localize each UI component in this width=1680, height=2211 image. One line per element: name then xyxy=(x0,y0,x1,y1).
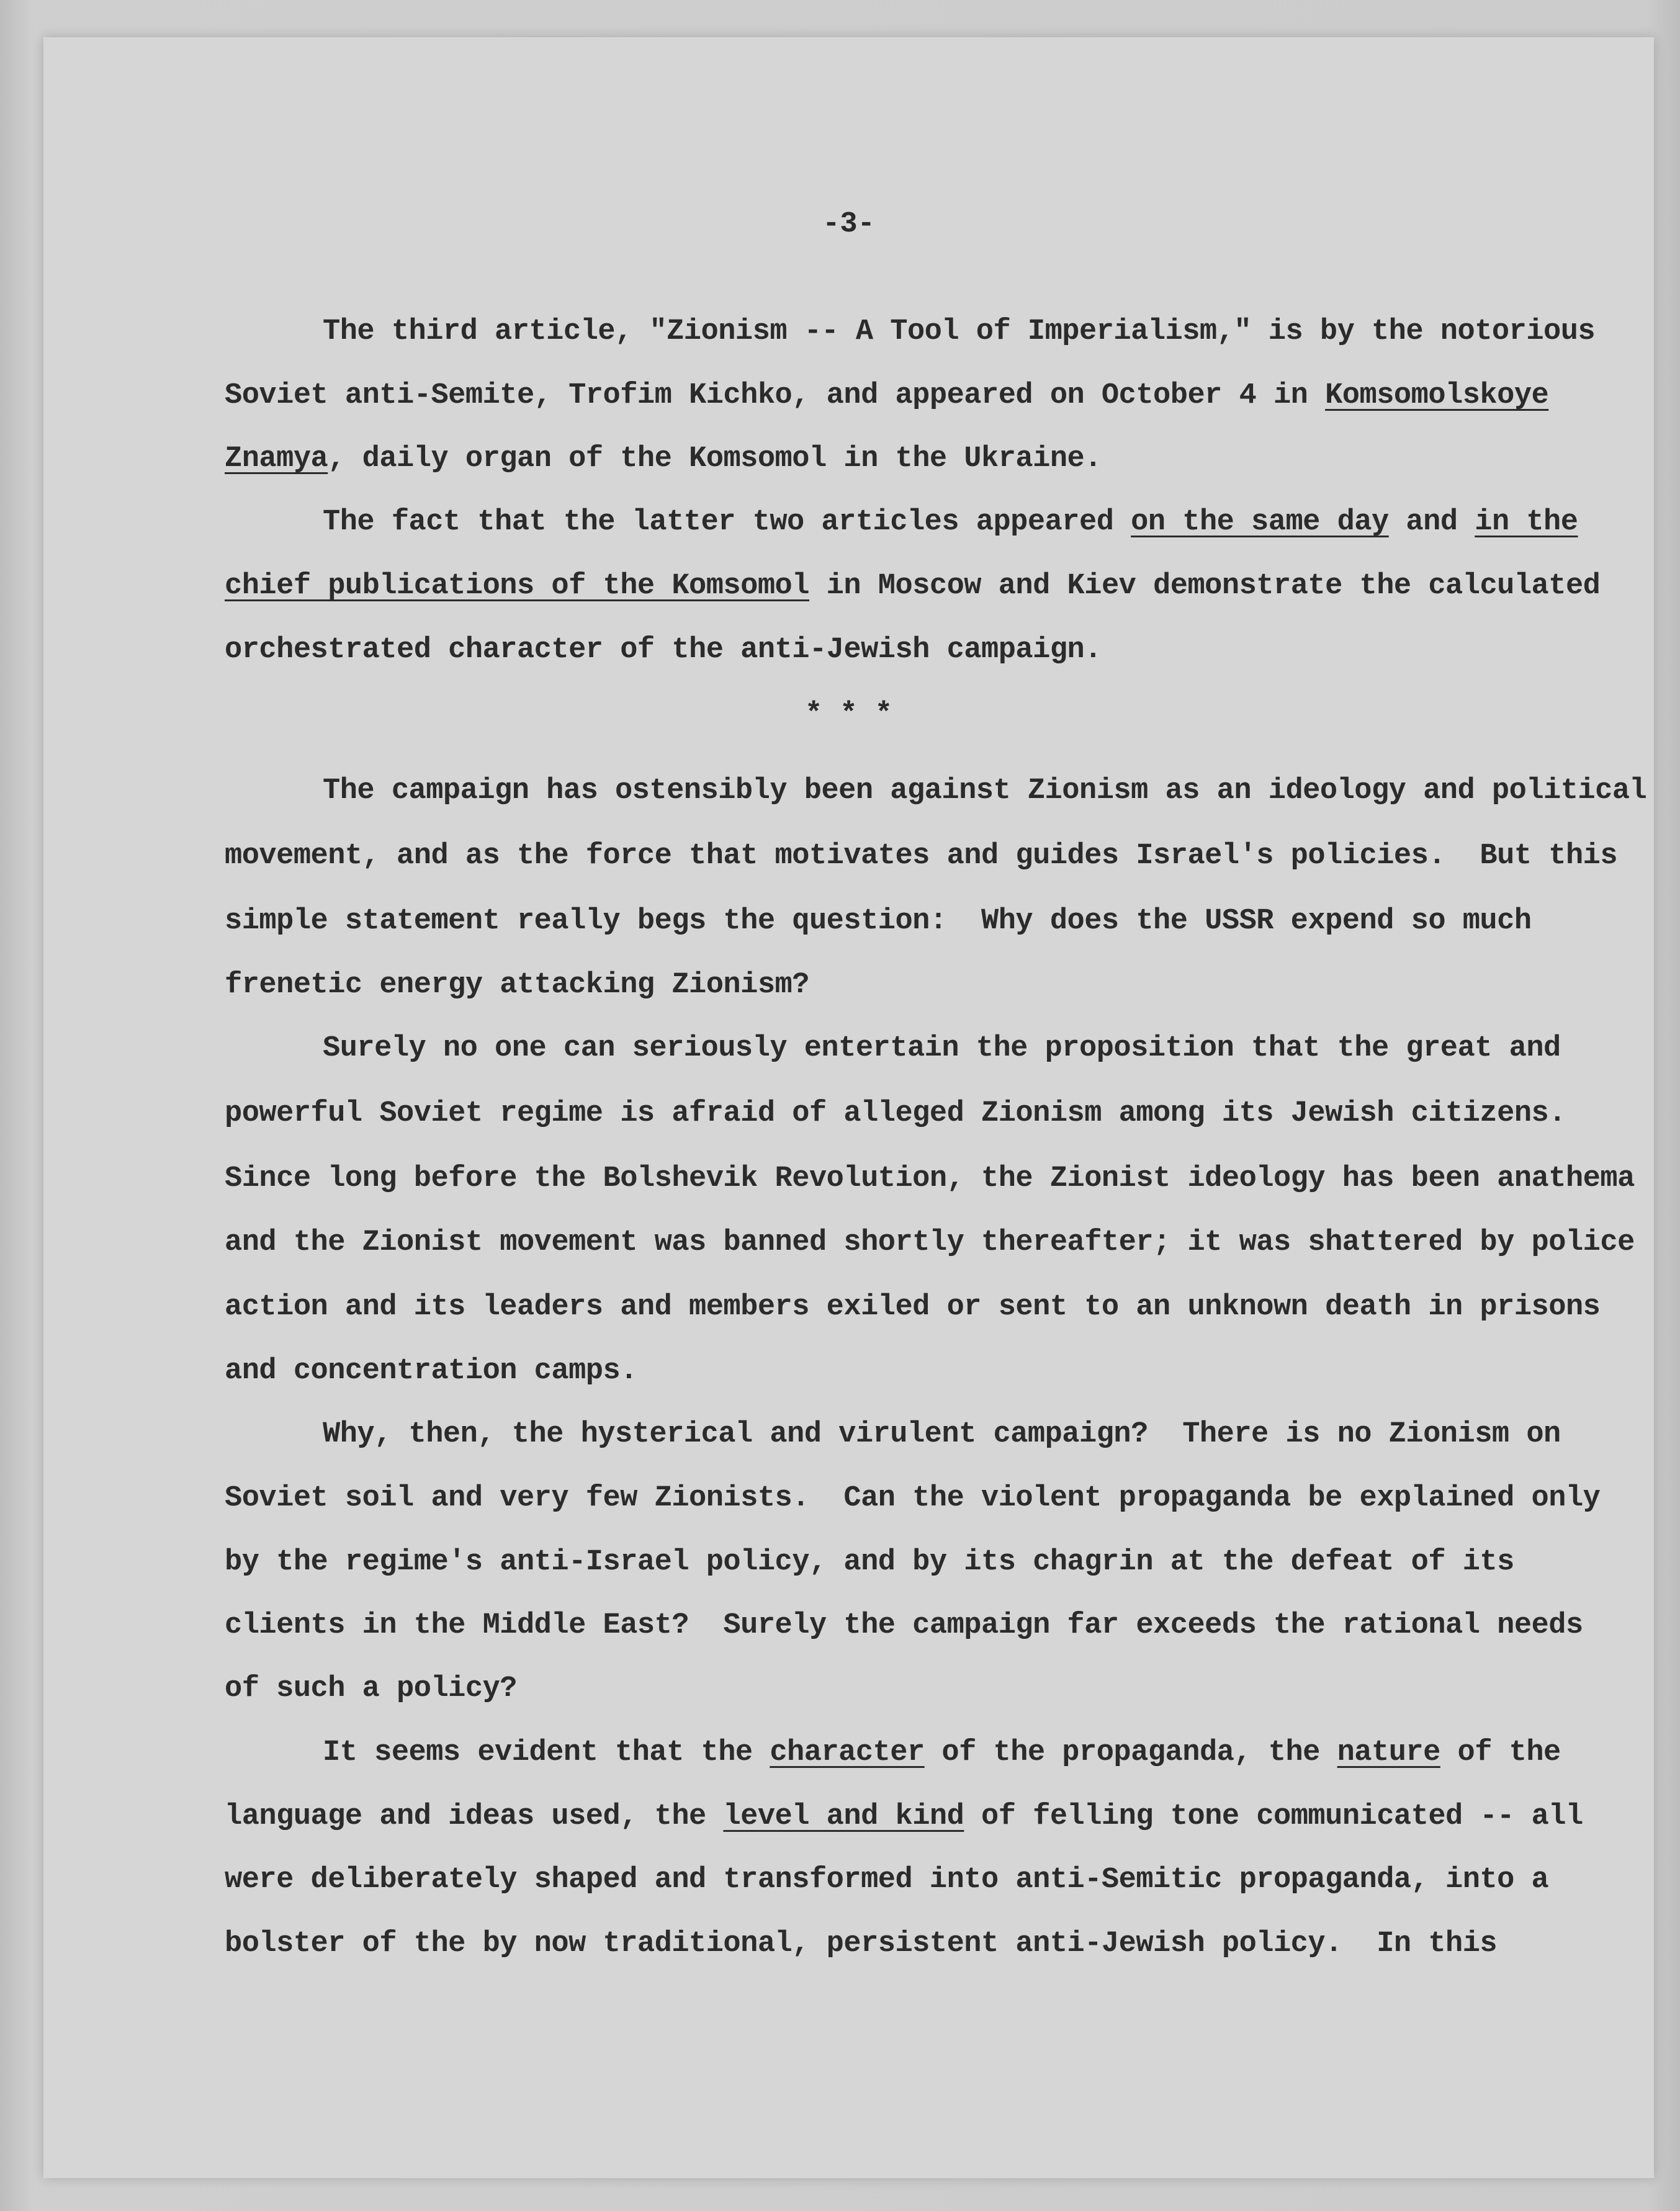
text-line: Soviet soil and very few Zionists. Can the violent propaganda be explained only xyxy=(225,1482,1601,1515)
text-line: It seems evident that the character of the propaganda, the nature of the xyxy=(323,1736,1561,1769)
text-line: were deliberately shaped and transformed into anti-Semitic propaganda, into a xyxy=(225,1863,1549,1896)
text-line: The campaign has ostensibly been against Zionism as an ideology and political xyxy=(323,774,1647,807)
underlined-text: Komsomolskoye xyxy=(1325,379,1549,412)
text-line: bolster of the by now traditional, persistent anti-Jewish policy. In this xyxy=(225,1927,1498,1960)
underlined-text: Znamya xyxy=(225,442,328,475)
underlined-text: in the xyxy=(1475,506,1578,539)
text-line: orchestrated character of the anti-Jewish campaign. xyxy=(225,634,1102,666)
document-page xyxy=(43,37,1654,2178)
text-line: Soviet anti-Semite, Trofim Kichko, and appeared on October 4 in Komsomolskoye xyxy=(225,379,1549,412)
text-line: The third article, "Zionism -- A Tool of Imperialism," is by the notorious xyxy=(323,315,1596,348)
underlined-text: nature xyxy=(1337,1736,1440,1769)
text-line: powerful Soviet regime is afraid of alleged Zionism among its Jewish citizens. xyxy=(225,1097,1566,1130)
page-number: -3- xyxy=(822,208,875,241)
text-line: movement, and as the force that motivates and guides Israel's policies. But this xyxy=(225,840,1618,872)
text-line: language and ideas used, the level and kind of felling tone communicated -- all xyxy=(225,1800,1583,1833)
text-line: clients in the Middle East? Surely the campaign far exceeds the rational needs xyxy=(225,1609,1583,1642)
text-line: and concentration camps. xyxy=(225,1355,637,1388)
text-line: The fact that the latter two articles appeared on the same day and in the xyxy=(323,506,1578,539)
text-line: by the regime's anti-Israel policy, and by its chagrin at the defeat of its xyxy=(225,1546,1514,1579)
underlined-text: level and kind xyxy=(723,1800,964,1833)
text-line: Why, then, the hysterical and virulent campaign? There is no Zionism on xyxy=(323,1418,1561,1451)
text-line: Surely no one can seriously entertain the proposition that the great and xyxy=(323,1032,1561,1065)
section-separator: * * * xyxy=(804,698,893,731)
text-line: and the Zionist movement was banned shortly thereafter; it was shattered by police xyxy=(225,1226,1635,1259)
text-line: simple statement really begs the question: Why does the USSR expend so much xyxy=(225,905,1532,938)
underlined-text: character xyxy=(770,1736,925,1769)
text-line: of such a policy? xyxy=(225,1672,517,1705)
underlined-text: on the same day xyxy=(1131,506,1389,539)
text-line: chief publications of the Komsomol in Moscow and Kiev demonstrate the calculated xyxy=(225,570,1601,603)
text-line: Znamya, daily organ of the Komsomol in the Ukraine. xyxy=(225,442,1102,475)
text-line: Since long before the Bolshevik Revolution, the Zionist ideology has been anathema xyxy=(225,1162,1635,1195)
text-line: action and its leaders and members exiled or sent to an unknown death in prisons xyxy=(225,1291,1601,1324)
text-line: frenetic energy attacking Zionism? xyxy=(225,969,809,1002)
underlined-text: chief publications of the Komsomol xyxy=(225,570,809,603)
